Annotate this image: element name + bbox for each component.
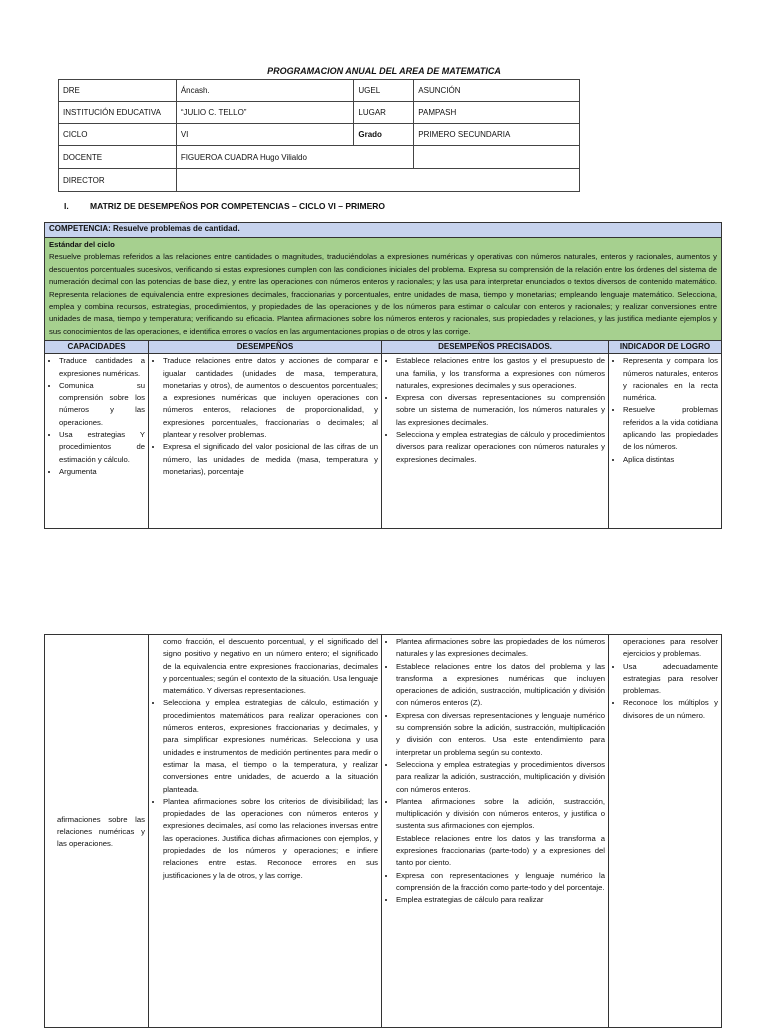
list-item: • Usa adecuadamente estrategias para resolver problemas. <box>623 661 718 698</box>
docente-label: DOCENTE <box>59 146 177 169</box>
section-heading <box>64 201 385 211</box>
ie-label: INSTITUCIÓN EDUCATIVA <box>59 102 177 124</box>
matrix-continuation <box>44 634 722 1028</box>
docente-value: FIGUEROA CUADRA Hugo Vilialdo <box>176 146 413 169</box>
precisados-plain-text: Establece relaciones entre los datos y las transforma a expresiones fraccionarias (parte-todo) y a expresiones del tanto por ciento. <box>396 833 605 868</box>
ciclo-value: VI <box>176 124 354 146</box>
desempenos-column-cont <box>149 635 382 1027</box>
list-item: • Reconoce los múltiplos y divisores de un número. <box>623 697 718 722</box>
capacidad-cont-text: afirmaciones sobre las relaciones numéricas y las operaciones. <box>57 814 145 849</box>
lugar-value: PAMPASH <box>414 102 580 124</box>
indicador-column-cont <box>609 635 721 1027</box>
indicador-cont-text: operaciones para resolver ejercicios y problemas. <box>623 637 718 659</box>
dre-label: DRE <box>59 80 177 102</box>
estandar-title: Estándar del ciclo <box>49 240 115 249</box>
list-item: • Selecciona y emplea estrategias y procedimientos diversos para realizar la adición, sustracción, multiplicación y división con números enteros. <box>396 759 605 796</box>
precisados-list-cont <box>385 636 605 833</box>
desempenos-column <box>149 341 382 528</box>
indicador-list <box>612 355 718 466</box>
precisados-column <box>382 341 609 528</box>
indicador-column <box>609 341 721 528</box>
info-table <box>58 79 580 192</box>
list-item: • Argumenta <box>59 466 145 478</box>
ugel-value: ASUNCIÓN <box>414 80 580 102</box>
page-title: PROGRAMACION ANUAL DEL AREA DE MATEMATICA <box>267 66 501 76</box>
estandar-block <box>45 238 721 340</box>
list-item: • Representa y compara los números naturales, enteros y racionales en la recta numérica. <box>623 355 718 404</box>
list-item: • Selecciona y emplea estrategias de cálculo, estimación y procedimientos matemáticos para realizar operaciones con números enteros, expresiones fraccionarias y decimales, y para simplificar expresiones numéricas. Selecciona y usa unidades e instrumentos de medición pertinentes para medir o estimar la masa, el tiempo o la temperatura, y realizar conversiones entre unidades, de acuerdo a la situación planteada. <box>163 697 378 795</box>
indicador-header: INDICADOR DE LOGRO <box>609 341 721 354</box>
desempenos-header: DESEMPEÑOS <box>149 341 381 354</box>
capacidades-column-cont <box>45 635 149 1027</box>
precisados-list-more <box>385 870 605 907</box>
desempenos-list-cont <box>152 697 378 881</box>
list-item: • Plantea afirmaciones sobre los criterios de divisibilidad; las propiedades de las operaciones con números enteros y expresiones decimales, así como las relaciones inversas entre las operaciones. Justifica dichas afirmaciones con ejemplos, y propiedades de los números y operaciones; e infiere relaciones entre estas. Reconoce errores en sus justificaciones y la de otros, y las corrige. <box>163 796 378 882</box>
director-value <box>176 169 579 192</box>
precisados-header: DESEMPEÑOS PRECISADOS. <box>382 341 608 354</box>
list-item: • Expresa con diversas representaciones y lenguaje numérico su comprensión sobre la adición, sustracción, multiplicación y división con enteros. Usa este entendimiento para interpretar un problema según su contexto. <box>396 710 605 759</box>
section-title: MATRIZ DE DESEMPEÑOS POR COMPETENCIAS – CICLO VI – PRIMERO <box>90 201 386 211</box>
indicador-list-cont <box>612 661 718 722</box>
list-item: • Plantea afirmaciones sobre la adición, sustracción, multiplicación y división con números enteros, y justifica o sustenta sus afirmaciones con ejemplos. <box>396 796 605 833</box>
list-item: • Comunica su comprensión sobre los números y las operaciones. <box>59 380 145 429</box>
list-item: • Expresa con representaciones y lenguaje numérico la comprensión de la fracción como parte-todo y del porcentaje. <box>396 870 605 895</box>
section-number: I. <box>64 201 69 211</box>
list-item: • Expresa el significado del valor posicional de las cifras de un número, las unidades de medida (masa, temperatura y monetarias), porcentaje <box>163 441 378 478</box>
desempenos-list <box>152 355 378 478</box>
dre-value: Áncash. <box>176 80 354 102</box>
list-item: • Emplea estrategias de cálculo para realizar <box>396 894 605 906</box>
desempenos-cont-text: como fracción, el descuento porcentual, y el significado del signo positivo y negativo en un número entero; el significado de la equivalencia entre expresiones fraccionarias, decimales y porcentuales; según el contexto de la situación. Usa lenguaje matemático. Y diversas representaciones. <box>163 637 378 696</box>
precisados-list <box>385 355 605 466</box>
list-item: • Traduce cantidades a expresiones numéricas. <box>59 355 145 380</box>
ugel-label: UGEL <box>354 80 414 102</box>
capacidades-list <box>48 355 145 478</box>
list-item: • Usa estrategias Y procedimientos de estimación y cálculo. <box>59 429 145 466</box>
estandar-text: Resuelve problemas referidos a las relaciones entre cantidades o magnitudes, traduciéndolas a expresiones numéricas y operativas con números naturales, enteros y racionales, aumentos y descuentos porcentuales sucesivos, verificando si estas expresiones cumplen con las condiciones iniciales del problema. Expresa su comprensión de la relación entre los órdenes del sistema de numeración decimal con las potencias de base diez, y entre las operaciones con números enteros y racionales; y las usa para interpretar enunciados o textos diversos de contenido matemático. Representa relaciones de equivalencia entre expresiones decimales, fraccionarias y porcentuales, entre unidades de masa, tiempo y monetarias; empleando lenguaje matemático. Selecciona, emplea y combina recursos, estrategias, procedimientos, y propiedades de las operaciones y de los números para estimar o calcular con enteros y racionales; y realizar conversiones entre unidades de masa, tiempo y temperatura; verificando su eficacia. Plantea afirmaciones sobre los números enteros y racionales, sus propiedades y relaciones, y las justifica mediante ejemplos y sus conocimientos de las operaciones, e identifica errores o vacíos en las argumentaciones propias o de otros y las corrige. <box>49 252 717 336</box>
list-item: • Expresa con diversas representaciones su comprensión sobre un sistema de numeración, los números naturales y las expresiones decimales. <box>396 392 605 429</box>
list-item: • Selecciona y emplea estrategias de cálculo y procedimientos diversos para realizar operaciones con números naturales y expresiones decimales. <box>396 429 605 466</box>
list-item: • Resuelve problemas referidos a la vida cotidiana aplicando las propiedades de los números. <box>623 404 718 453</box>
grado-label: Grado <box>354 124 414 146</box>
ciclo-label: CICLO <box>59 124 177 146</box>
lugar-label: LUGAR <box>354 102 414 124</box>
competency-matrix <box>44 222 722 529</box>
capacidades-column <box>45 341 149 528</box>
empty-cell <box>414 146 580 169</box>
precisados-column-cont <box>382 635 609 1027</box>
capacidades-header: CAPACIDADES <box>45 341 148 354</box>
list-item: • Plantea afirmaciones sobre las propiedades de los números naturales y las expresiones decimales. <box>396 636 605 661</box>
list-item: • Aplica distintas <box>623 454 718 466</box>
competencia-row: COMPETENCIA: Resuelve problemas de cantidad. <box>45 223 721 238</box>
director-label: DIRECTOR <box>59 169 177 192</box>
list-item: • Establece relaciones entre los gastos y el presupuesto de una familia, y los transforma a expresiones con números naturales, expresiones decimales y sus operaciones. <box>396 355 605 392</box>
list-item: • Establece relaciones entre los datos del problema y las transforma a expresiones numéricas que incluyen operaciones de adición, sustracción, multiplicación y división con números enteros (Z). <box>396 661 605 710</box>
list-item: • Traduce relaciones entre datos y acciones de comparar e igualar cantidades (unidades de masa, temperatura, monetarias y otros), de aumentos o descuentos porcentuales; a expresiones numéricas que incluyen operaciones con números enteros, relaciones de proporcionalidad, y expresiones porcentuales, fraccionarias o decimales; al plantear y resolver problemas. <box>163 355 378 441</box>
grado-value: PRIMERO SECUNDARIA <box>414 124 580 146</box>
ie-value: “JULIO C. TELLO” <box>176 102 354 124</box>
matrix-columns <box>45 340 721 528</box>
